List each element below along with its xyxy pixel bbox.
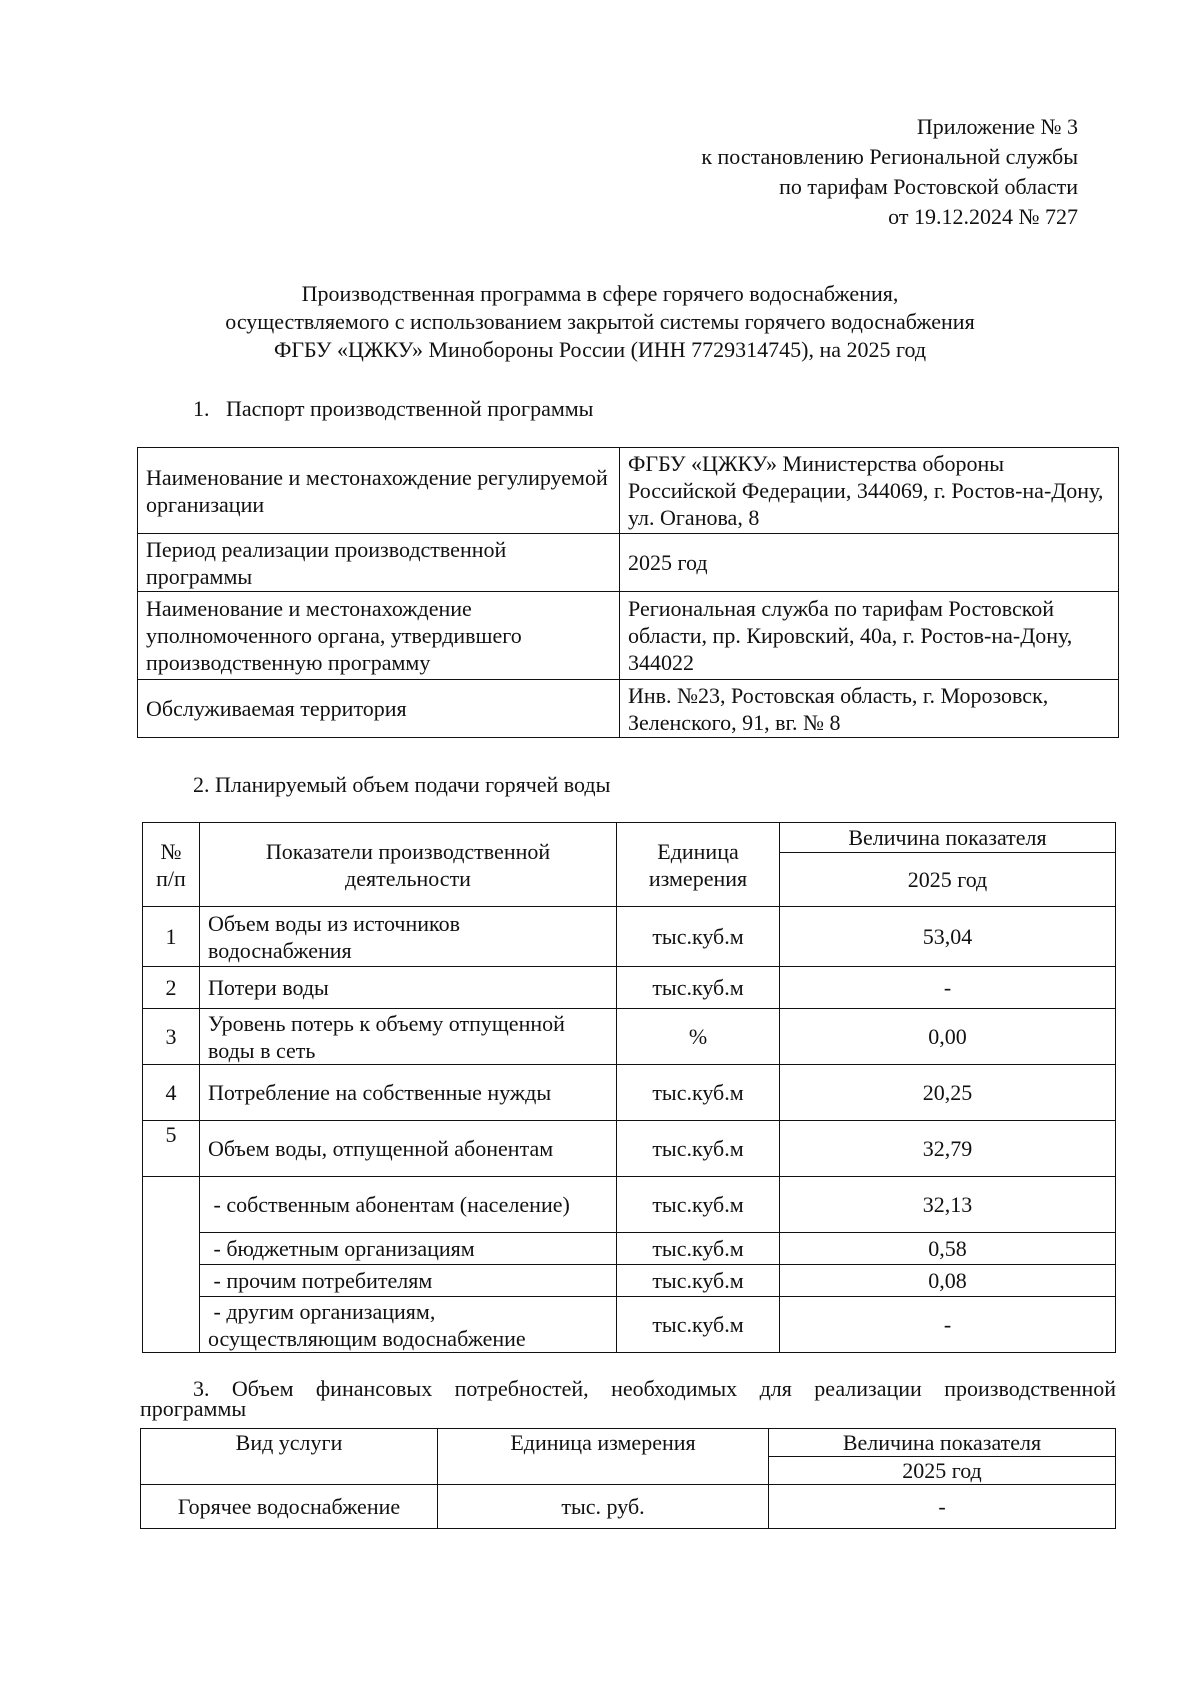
- passport-table: [137, 447, 1119, 738]
- appendix-ref-line: по тарифам Ростовской области: [779, 174, 1078, 199]
- header-value: Величина показателя: [769, 1429, 1116, 1457]
- row-unit: тыс.куб.м: [617, 1265, 780, 1297]
- row-indicator: Потребление на собственные нужды: [200, 1065, 617, 1121]
- row-indicator: - собственным абонентам (население): [200, 1177, 617, 1233]
- passport-label: Период реализации производственной программы: [138, 534, 620, 592]
- row-value: 32,79: [780, 1121, 1116, 1177]
- row-num: 3: [143, 1009, 200, 1065]
- row-indicator: - другим организациям, осуществляющим водоснабжение: [200, 1297, 617, 1353]
- row-indicator: - прочим потребителям: [200, 1265, 617, 1297]
- row-indicator: Уровень потерь к объему отпущенной воды в сеть: [200, 1009, 617, 1065]
- row-value: -: [769, 1485, 1116, 1529]
- header-unit: Единица измерения: [438, 1429, 769, 1485]
- table-header-row: [143, 823, 1116, 853]
- section1-heading: 1. Паспорт производственной программы: [193, 396, 594, 421]
- table-header-row: [141, 1429, 1116, 1457]
- table-row: [143, 1265, 1116, 1297]
- row-num: 5: [143, 1121, 200, 1177]
- table-row: [143, 967, 1116, 1009]
- header-unit: Единица измерения: [617, 823, 780, 907]
- row-unit: тыс.куб.м: [617, 1121, 780, 1177]
- row-value: -: [780, 967, 1116, 1009]
- row-value: 0,00: [780, 1009, 1116, 1065]
- header-indicator: Показатели производственной деятельности: [200, 823, 617, 907]
- passport-value: Региональная служба по тарифам Ростовской области, пр. Кировский, 40а, г. Ростов-на-Дону, 344022: [620, 592, 1119, 680]
- row-value: 32,13: [780, 1177, 1116, 1233]
- table-row: [143, 1121, 1116, 1177]
- passport-label: Обслуживаемая территория: [138, 680, 620, 738]
- row-unit: тыс.куб.м: [617, 1297, 780, 1353]
- passport-value: Инв. №23, Ростовская область, г. Морозовск, Зеленского, 91, вг. № 8: [620, 680, 1119, 738]
- row-num: 2: [143, 967, 200, 1009]
- passport-label: Наименование и местонахождение регулируемой организации: [138, 448, 620, 534]
- row-unit: тыс.куб.м: [617, 967, 780, 1009]
- row-indicator: Объем воды, отпущенной абонентам: [200, 1121, 617, 1177]
- table-row: [138, 448, 1119, 534]
- table-row: [143, 1177, 1116, 1233]
- title-line: ФГБУ «ЦЖКУ» Минобороны России (ИНН 7729314745), на 2025 год: [273, 337, 927, 362]
- row-value: 0,08: [780, 1265, 1116, 1297]
- appendix-date: от 19.12.2024 № 727: [888, 204, 1078, 229]
- section3-heading-line: программы: [140, 1396, 247, 1422]
- appendix-header: [701, 112, 1078, 232]
- row-indicator: Потери воды: [200, 967, 617, 1009]
- passport-value: ФГБУ «ЦЖКУ» Министерства обороны Российской Федерации, 344069, г. Ростов-на-Дону, ул. Оганова, 8: [620, 448, 1119, 534]
- header-service: Вид услуги: [141, 1429, 438, 1485]
- table-row: [143, 1065, 1116, 1121]
- document-title: [130, 280, 1070, 364]
- financial-needs-table: [140, 1428, 1116, 1529]
- row-num-empty: [143, 1177, 200, 1353]
- section3-heading: [140, 1376, 1116, 1423]
- title-line: Производственная программа в сфере горячего водоснабжения,: [301, 281, 899, 306]
- row-unit: тыс.куб.м: [617, 1177, 780, 1233]
- title-line: осуществляемого с использованием закрытой системы горячего водоснабжения: [225, 309, 975, 334]
- water-supply-table: [142, 822, 1116, 1353]
- passport-value: 2025 год: [620, 534, 1119, 592]
- row-value: -: [780, 1297, 1116, 1353]
- table-row: [143, 1009, 1116, 1065]
- table-row: [143, 1233, 1116, 1265]
- table-row: [141, 1485, 1116, 1529]
- row-num: 4: [143, 1065, 200, 1121]
- row-indicator: Объем воды из источников водоснабжения: [200, 907, 617, 967]
- row-unit: тыс.куб.м: [617, 907, 780, 967]
- row-unit: тыс. руб.: [438, 1485, 769, 1529]
- header-year: 2025 год: [780, 853, 1116, 907]
- table-row: [143, 1297, 1116, 1353]
- row-unit: тыс.куб.м: [617, 1233, 780, 1265]
- appendix-number: Приложение № 3: [916, 114, 1078, 139]
- header-value: Величина показателя: [780, 823, 1116, 853]
- row-value: 20,25: [780, 1065, 1116, 1121]
- row-num: 1: [143, 907, 200, 967]
- row-value: 0,58: [780, 1233, 1116, 1265]
- table-row: [138, 592, 1119, 680]
- row-value: 53,04: [780, 907, 1116, 967]
- row-service: Горячее водоснабжение: [141, 1485, 438, 1529]
- appendix-ref-line: к постановлению Региональной службы: [701, 144, 1078, 169]
- row-unit: тыс.куб.м: [617, 1065, 780, 1121]
- row-unit: %: [617, 1009, 780, 1065]
- section2-heading: 2. Планируемый объем подачи горячей воды: [193, 772, 611, 797]
- table-row: [138, 534, 1119, 592]
- header-num: № п/п: [143, 823, 200, 907]
- passport-label: Наименование и местонахождение уполномоченного органа, утвердившего производственную программу: [138, 592, 620, 680]
- table-row: [138, 680, 1119, 738]
- row-indicator: - бюджетным организациям: [200, 1233, 617, 1265]
- table-row: [143, 907, 1116, 967]
- header-year: 2025 год: [769, 1457, 1116, 1485]
- section3-heading-line: 3. Объем финансовых потребностей, необходимых для реализации производственной: [193, 1376, 1116, 1401]
